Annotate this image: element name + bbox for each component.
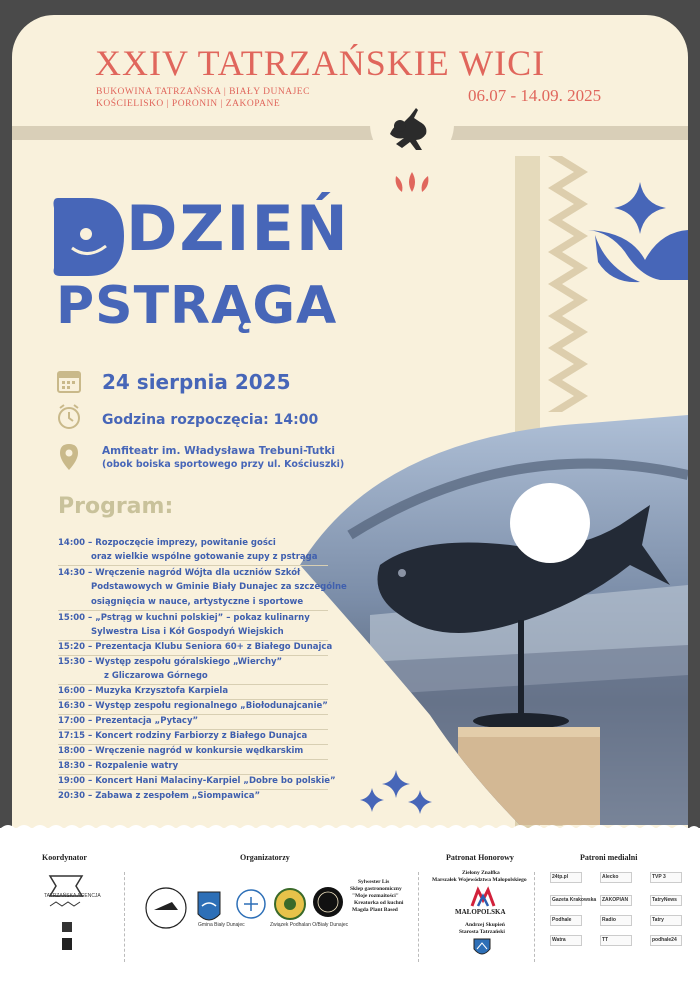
media-logo[interactable]: TVP 3 [650, 872, 682, 883]
coordinator-logos [46, 872, 86, 962]
program-item-cont: oraz wielkie wspólne gotowanie zupy z pstrąga [91, 552, 318, 562]
program-item: 16:30 – Występ zespołu regionalnego „Biołodunajcanie” [58, 701, 328, 711]
event-date: 24 sierpnia 2025 [102, 370, 291, 394]
lis-line-3: "Moje rozmaitości" [352, 893, 399, 899]
program-item: 15:00 – „Pstrąg w kuchni polskiej” – pokaz kulinarny [58, 613, 310, 623]
festival-title: XXIV TATRZAŃSKIE WICI [95, 43, 546, 83]
media-label: Patroni medialni [580, 853, 638, 862]
running-figure-icon [370, 104, 454, 166]
media-logo[interactable]: Gazeta Krakowska [550, 895, 582, 906]
program-divider [58, 699, 328, 700]
program-divider [58, 759, 328, 760]
event-title-line2: PSTRĄGA [56, 276, 338, 336]
program-item-cont: Sylwestra Lisa i Kół Gospodyń Wiejskich [91, 627, 284, 637]
program-item: 18:00 – Wręczenie nagród w konkursie wędkarskim [58, 746, 304, 756]
program-item-cont: Podstawowych w Gminie Biały Dunajec za szczególne [91, 582, 347, 592]
program-divider [58, 744, 328, 745]
festival-emblem [370, 104, 454, 166]
program-item: 18:30 – Rozpalenie watry [58, 761, 179, 771]
event-venue-note: (obok boiska sportowego przy ul. Kościuszki) [102, 459, 345, 470]
footer-divider [534, 872, 535, 962]
powiat-crest-icon [472, 937, 492, 959]
program-divider [58, 789, 328, 790]
footer-divider [418, 872, 419, 962]
coordinator-logo-text: TATRZAŃSKA AGENCJA [44, 893, 101, 899]
festival-dates: 06.07 - 14.09. 2025 [468, 86, 602, 105]
program-item: 17:15 – Koncert rodziny Farbiorzy z Białego Dunajca [58, 731, 308, 741]
gmina-crest-icon [198, 892, 220, 920]
coordinator-label: Koordynator [42, 853, 87, 862]
festival-locations-line2: KOŚCIELISKO | PORONIN | ZAKOPANE [96, 99, 281, 109]
alarm-clock-icon [59, 405, 79, 428]
info-icons [56, 368, 84, 478]
location-pin-icon [60, 444, 78, 470]
program-divider [58, 640, 328, 641]
program-item-cont: osiągnięcia w nauce, artystyczne i sportowe [91, 597, 304, 607]
media-logo[interactable]: TT [600, 935, 632, 946]
media-logo[interactable]: TatryNews [650, 895, 682, 906]
footer-divider [124, 872, 125, 962]
event-start-time: Godzina rozpoczęcia: 14:00 [102, 412, 319, 428]
program-item: 19:00 – Koncert Hani Malaciny-Karpiel „Dobre bo polskie” [58, 776, 336, 786]
program-item: 14:00 – Rozpoczęcie imprezy, powitanie gości [58, 538, 276, 548]
media-logo[interactable]: Tatry [650, 915, 682, 926]
calendar-icon [58, 372, 80, 392]
lis-line-4: Kreatorka od kuchni [354, 900, 404, 906]
program-item: 15:30 – Występ zespołu góralskiego „Wierchy” [58, 657, 283, 667]
organizers-label: Organizatorzy [240, 853, 290, 862]
program-divider [58, 774, 328, 775]
media-logo[interactable]: Radio [600, 915, 632, 926]
program-item-cont: z Gliczarowa Górnego [104, 671, 208, 681]
event-venue: Amfiteatr im. Władysława Trebuni-Tutki [102, 445, 335, 457]
program-divider [58, 565, 328, 566]
program-divider [58, 684, 328, 685]
gmina-name: Gmina Biały Dunajec [198, 922, 245, 928]
shop-logo-icon [313, 887, 343, 917]
patron-1b: Marszałek Województwa Małopolskiego [432, 877, 527, 883]
program-item: 16:00 – Muzyka Krzysztofa Karpiela [58, 686, 229, 696]
program-divider [58, 610, 328, 611]
media-logo[interactable]: Watra [550, 935, 582, 946]
event-title-line1: DZIEŃ [126, 192, 350, 265]
program-divider [58, 714, 328, 715]
fish-sculpture-photo [290, 415, 688, 825]
patron-2: MAŁOPOLSKA [455, 908, 506, 916]
program-item: 15:20 – Prezentacja Klubu Seniora 60+ z Białego Dunajca [58, 642, 333, 652]
program-item: 20:30 – Zabawa z zespołem „Siompawica” [58, 791, 261, 801]
program-divider [58, 729, 328, 730]
malopolska-logo-icon [468, 886, 498, 908]
patronage-label: Patronat Honorowy [446, 853, 514, 862]
festival-locations-line1: BUKOWINA TATRZAŃSKA | BIAŁY DUNAJEC [96, 87, 310, 97]
patron-3: Andrzej Skupień [465, 922, 505, 928]
zwiazek-name: Związek Podhalan O/Biały Dunajec [270, 922, 349, 928]
lis-line-5: Magda Plant Based [352, 907, 398, 913]
media-logo[interactable]: ZAKOPIAN [600, 895, 632, 906]
folk-flower-shape [588, 182, 688, 282]
lis-line-2: Sklep gastronomiczny [350, 886, 402, 892]
lis-line-1: Sylwester Lis [358, 879, 390, 885]
program-divider [58, 655, 328, 656]
program-item: 17:00 – Prezentacja „Pytacy” [58, 716, 199, 726]
leaf-ornaments [396, 172, 429, 192]
media-logo[interactable]: 24tp.pl [550, 872, 582, 883]
media-logo[interactable]: Alecko [600, 872, 632, 883]
media-logo[interactable]: podhale24 [650, 935, 682, 946]
media-logo[interactable]: Podhale [550, 915, 582, 926]
patron-1: Zielony Znalfka [462, 870, 500, 876]
program-item: 14:30 – Wręczenie nagród Wójta dla uczniów Szkół [58, 568, 301, 578]
patron-3b: Starosta Tatrzański [459, 929, 505, 935]
program-heading: Program: [58, 494, 174, 519]
